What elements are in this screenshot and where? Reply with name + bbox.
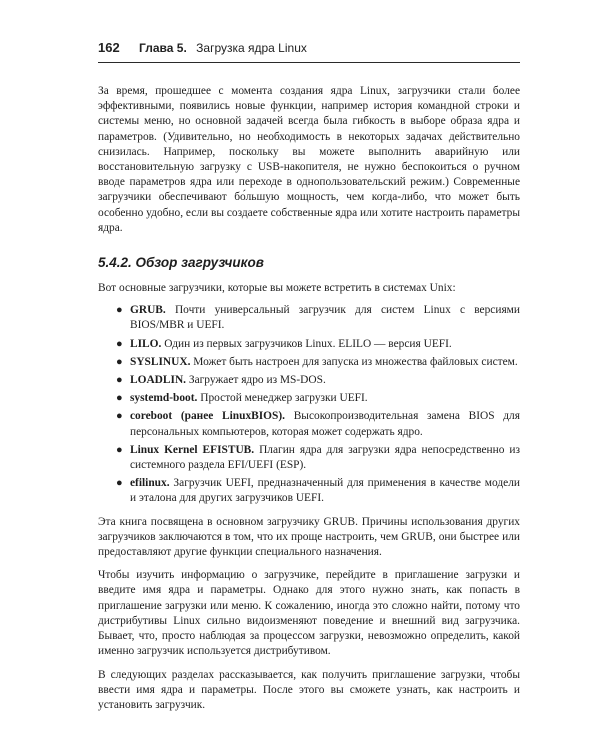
page-number: 162 (98, 40, 120, 55)
loader-description: Загружает ядро из MS-DOS. (186, 374, 326, 387)
list-item-efistub (116, 443, 520, 473)
bullet-icon: ● (116, 355, 123, 368)
list-item-lilo (116, 337, 520, 352)
loader-description: Высокопроизводительная замена BIOS для персональных компьютеров, которая может содержать ядро. (130, 410, 520, 438)
loader-description: Загрузчик UEFI, предназначенный для применения в качестве модели и эталона для других загрузчиков UEFI. (130, 477, 520, 505)
bootloader-list (98, 303, 520, 506)
loader-name: coreboot (ранее LinuxBIOS). (130, 410, 286, 423)
loader-name: efilinux. (130, 477, 170, 490)
running-header (98, 40, 520, 63)
list-item-efilinux (116, 476, 520, 506)
loader-description: Почти универсальный загрузчик для систем Linux с версиями BIOS/MBR и UEFI. (130, 304, 520, 332)
chapter-title: Загрузка ядра Linux (196, 41, 307, 55)
loader-name: systemd-boot. (130, 392, 198, 405)
loader-name: LOADLIN. (130, 374, 187, 387)
page-body (98, 84, 520, 713)
boot-prompt-paragraph: Чтобы изучить информацию о загрузчике, перейдите в приглашение загрузки и введите имя ядра и параметры. Однако для этого нужно знать, как попасть в приглашение загрузки или меню. К сожалению, иногда это сложно найти, потому что дистрибутивы Linux сильно видоизменяют поведение и внешний вид загрузчика. Бывает, что, просто наблюдая за процессом загрузки, невозможно определить, какой именно загрузчик используется дистрибутивом. (98, 569, 520, 658)
section-heading: 5.4.2. Обзор загрузчиков (98, 255, 264, 271)
list-intro-paragraph: Вот основные загрузчики, которые вы можете встретить в системах Unix: (98, 282, 456, 295)
bullet-icon: ● (116, 304, 123, 317)
list-item-loadlin (116, 373, 520, 388)
bullet-icon: ● (116, 443, 123, 456)
list-item-grub (116, 303, 520, 333)
list-item-coreboot (116, 409, 520, 439)
bullet-icon: ● (116, 410, 123, 423)
grub-focus-paragraph: Эта книга посвящена в основном загрузчику GRUB. Причины использования других загрузчиков заключаются в том, что их проще настроить, чем GRUB, они быстрее или предоставляют другие функции специального назначения. (98, 515, 520, 559)
loader-name: LILO. (130, 337, 162, 350)
chapter-label: Глава 5. (139, 41, 187, 55)
bullet-icon: ● (116, 477, 123, 490)
list-item-systemd-boot (116, 391, 520, 406)
loader-description: Один из первых загрузчиков Linux. ELILO — версия UEFI. (161, 337, 452, 350)
loader-name: Linux Kernel EFISTUB. (130, 443, 255, 456)
loader-description: Может быть настроен для запуска из множества файловых систем. (190, 355, 518, 368)
bullet-icon: ● (116, 374, 123, 387)
loader-description: Плагин ядра для загрузки ядра непосредственно из системного раздела EFI/UEFI (ESP). (130, 443, 520, 472)
next-sections-paragraph: В следующих разделах рассказывается, как получить приглашение загрузки, чтобы ввести имя ядра и параметры. После этого вы сможете узнать, как настроить и установить загрузчик. (98, 668, 520, 711)
list-item-syslinux (116, 355, 520, 370)
bullet-icon: ● (116, 337, 123, 350)
intro-paragraph: За время, прошедшее с момента создания ядра Linux, загрузчики стали более эффективными, появились новые функции, например история командной строки и системы меню, но основной задачей всегда была гибкость в выборе образа ядра и параметров. (Удивительно, но необходимость в некоторых задачах действительно снизилась. Например, поскольку вы можете выполнить аварийную или восстановительную загрузку с USB-накопителя, не нужно беспокоиться о ручном вводе параметров ядра или переходе в однопользовательский режим.) Современные загрузчики обеспечивают бо́льшую мощность, чем когда-либо, что может быть особенно удобно, если вы создаете собственные ядра или хотите настроить параметры ядра. (98, 85, 520, 234)
loader-name: SYSLINUX. (130, 355, 191, 368)
loader-description: Простой менеджер загрузки UEFI. (197, 392, 368, 405)
bullet-icon: ● (116, 392, 123, 405)
loader-name: GRUB. (130, 304, 166, 317)
